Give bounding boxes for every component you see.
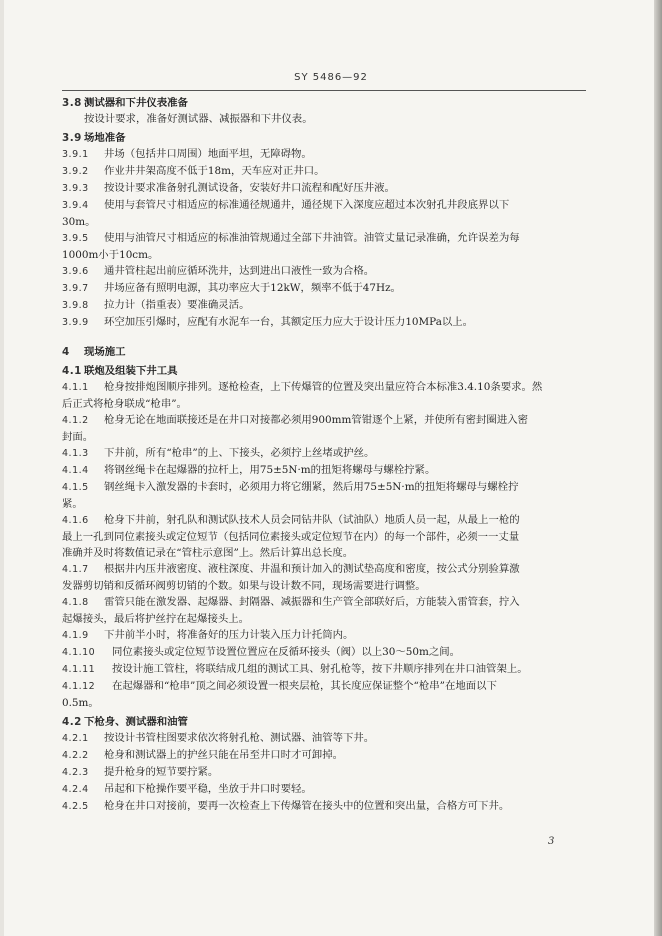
clause-line bbox=[62, 180, 586, 197]
section-title: 联炮及组装下井工具 bbox=[84, 365, 178, 377]
clause-line bbox=[62, 661, 586, 678]
clause-text: 雷管只能在激发器、起爆器、封隔器、减振器和生产管全部联好后，方能装入雷管套，拧入 bbox=[104, 596, 520, 608]
clause-text: 环空加压引爆时，应配有水泥车一台，其额定压力应大于设计压力10MPa以上。 bbox=[104, 316, 474, 328]
clause-number: 3.9.9 bbox=[62, 317, 89, 328]
clause-text: 下井前半小时，将准备好的压力计装入压力计托筒内。 bbox=[104, 629, 354, 641]
clause-number: 3.9.5 bbox=[62, 233, 89, 244]
clause-line bbox=[62, 197, 586, 214]
section-title: 测试器和下井仪表准备 bbox=[84, 97, 188, 109]
clause-text: 在起爆器和“枪串”顶之间必须设置一根夹层枪，其长度应保证整个“枪串”在地面以下 bbox=[112, 680, 497, 692]
clause-line bbox=[62, 412, 586, 429]
clause-line bbox=[62, 146, 586, 163]
section-title: 场地准备 bbox=[84, 132, 126, 144]
clause-text: 按设计施工管柱，将联结成几组的测试工具、射孔枪等，按下井顺序排列在井口油管架上。 bbox=[112, 663, 528, 675]
clause-number: 4.2.4 bbox=[62, 784, 89, 795]
clause-line bbox=[62, 561, 586, 578]
clause-line bbox=[62, 764, 586, 781]
clause-line bbox=[62, 445, 586, 462]
clause-number: 4.1.9 bbox=[62, 630, 89, 641]
section-heading-3-9: 3.9 场地准备 bbox=[62, 132, 126, 144]
clause-number: 3.9.1 bbox=[62, 149, 89, 160]
clause-text: 使用与套管尺寸相适应的标准通径规通井，通径规下入深度应超过本次射孔井段底界以下 bbox=[104, 199, 510, 211]
clause-line bbox=[62, 230, 586, 247]
clause-continuation: 起爆接头，最后将护丝拧在起爆接头上。 bbox=[62, 613, 250, 625]
clause-number: 3.9.8 bbox=[62, 300, 89, 311]
standard-code: SY 5486—92 bbox=[294, 72, 368, 83]
clause-text: 同位素接头或定位短节设置位置应在反循环接头（阀）以上30～50m之间。 bbox=[112, 646, 461, 658]
clause-number: 4.1.4 bbox=[62, 465, 89, 476]
clause-number: 4.1.3 bbox=[62, 448, 89, 459]
clause-line bbox=[62, 280, 586, 297]
clause-number: 3.9.7 bbox=[62, 283, 89, 294]
clause-text: 枪身按排炮图顺序排列。逐枪检查，上下传爆管的位置及突出量应符合本标准3.4.10条要求。然 bbox=[104, 381, 543, 393]
clause-number: 4.2.3 bbox=[62, 767, 89, 778]
clause-number: 4.1.1 bbox=[62, 382, 89, 393]
clause-text: 拉力计（指重表）要准确灵活。 bbox=[104, 299, 250, 311]
clause-continuation: 封面。 bbox=[62, 431, 94, 443]
clause-number: 4.1.5 bbox=[62, 482, 89, 493]
clause-number: 3.9.2 bbox=[62, 166, 89, 177]
clause-line bbox=[62, 462, 586, 479]
clause-text: 根据井内压井液密度、液柱深度、井温和预计加入的测试垫高度和密度，按公式分别验算激 bbox=[104, 563, 520, 575]
section-text-3-8: 按设计要求，准备好测试器、减振器和下井仪表。 bbox=[84, 113, 313, 125]
header-rule bbox=[62, 90, 586, 91]
clause-text: 枪身在井口对接前，要再一次检查上下传爆管在接头中的位置和突出量，合格方可下井。 bbox=[104, 800, 510, 812]
page-number: 3 bbox=[548, 836, 555, 847]
clause-line bbox=[62, 644, 586, 661]
clause-number: 4.1.10 bbox=[62, 647, 96, 658]
clause-text: 使用与油管尺寸相适应的标准油管规通过全部下井油管。油管丈量记录准确，允许误差为每 bbox=[104, 232, 520, 244]
clause-number: 4.2.2 bbox=[62, 750, 89, 761]
clause-text: 钢丝绳卡入激发器的卡套时，必须用力将它绷紧，然后用75±5N·m的扭矩将螺母与螺栓拧 bbox=[104, 481, 519, 493]
clause-line bbox=[62, 627, 586, 644]
clause-number: 4.1.11 bbox=[62, 664, 96, 675]
clause-text: 井场应备有照明电源，其功率应大于12kW，频率不低于47Hz。 bbox=[104, 282, 401, 294]
chapter-heading-4: 4 现场施工 bbox=[62, 346, 126, 358]
clause-line bbox=[62, 379, 586, 396]
clause-number: 4.1.7 bbox=[62, 564, 89, 575]
clause-number: 4.1.6 bbox=[62, 515, 89, 526]
clause-continuation: 后正式将枪身联成“枪串”。 bbox=[62, 398, 187, 410]
clause-line bbox=[62, 798, 586, 815]
section-heading-4-1: 4.1 联炮及组装下井工具 bbox=[62, 365, 178, 377]
section-heading-4-2: 4.2 下枪身、测试器和油管 bbox=[62, 716, 188, 728]
clause-line bbox=[62, 263, 586, 280]
clause-text: 枪身下井前，射孔队和测试队技术人员会同钻井队（试油队）地质人员一起，从最上一枪的 bbox=[104, 514, 520, 526]
clause-line bbox=[62, 781, 586, 798]
clause-text: 作业井井架高度不低于18m，天车应对正井口。 bbox=[104, 165, 325, 177]
clause-text: 下井前，所有“枪串”的上、下接头，必须拧上丝堵或护丝。 bbox=[104, 447, 375, 459]
clause-number: 4.1.12 bbox=[62, 681, 96, 692]
clause-line bbox=[62, 730, 586, 747]
clause-text: 提升枪身的短节要拧紧。 bbox=[104, 766, 219, 778]
clause-line bbox=[62, 512, 586, 529]
clause-number: 4.1.2 bbox=[62, 415, 89, 426]
clause-text: 井场（包括井口周围）地面平坦，无障碍物。 bbox=[104, 148, 312, 160]
clause-list-4-2 bbox=[62, 730, 586, 815]
clause-line bbox=[62, 678, 586, 695]
clause-text: 枪身和测试器上的护丝只能在吊至井口时才可卸掉。 bbox=[104, 749, 343, 761]
clause-list-3-9 bbox=[62, 146, 586, 331]
clause-line bbox=[62, 163, 586, 180]
clause-number: 4.2.1 bbox=[62, 733, 89, 744]
clause-continuation: 发器剪切销和反循环阀剪切销的个数。如果与设计数不同，现场需要进行调整。 bbox=[62, 580, 426, 592]
section-heading-3-8: 3.8 测试器和下井仪表准备 bbox=[62, 97, 188, 109]
clause-number: 4.2.5 bbox=[62, 801, 89, 812]
clause-line bbox=[62, 747, 586, 764]
clause-continuation: 30m。 bbox=[62, 216, 96, 228]
clause-number: 3.9.3 bbox=[62, 183, 89, 194]
clause-continuation: 紧。 bbox=[62, 498, 83, 510]
clause-text: 按设计书管柱图要求依次将射孔枪、测试器、油管等下井。 bbox=[104, 732, 375, 744]
clause-line bbox=[62, 297, 586, 314]
clause-text: 将钢丝绳卡在起爆器的拉杆上，用75±5N·m的扭矩将螺母与螺栓拧紧。 bbox=[104, 464, 436, 476]
clause-list-4-1 bbox=[62, 379, 586, 711]
clause-continuation: 1000m小于10cm。 bbox=[62, 249, 159, 261]
document-body bbox=[62, 95, 586, 815]
clause-continuation: 最上一孔到同位素接头或定位短节（包括同位素接头或定位短节在内）的每一个部件，必须一一丈量 bbox=[62, 531, 520, 543]
clause-line bbox=[62, 479, 586, 496]
clause-continuation: 准确并及时将数值记录在“管柱示意图”上。然后计算出总长度。 bbox=[62, 547, 354, 559]
clause-text: 吊起和下枪操作要平稳，坐放于井口时要轻。 bbox=[104, 783, 312, 795]
clause-text: 通井管柱起出前应循环洗井，达到进出口液性一致为合格。 bbox=[104, 265, 375, 277]
clause-text: 按设计要求准备射孔测试设备，安装好井口流程和配好压井液。 bbox=[104, 182, 395, 194]
clause-line bbox=[62, 314, 586, 331]
clause-text: 枪身无论在地面联接还是在井口对接都必须用900mm管钳逐个上紧，并使所有密封圈进入密 bbox=[104, 414, 528, 426]
section-title: 下枪身、测试器和油管 bbox=[84, 716, 188, 728]
chapter-title: 现场施工 bbox=[84, 346, 126, 358]
clause-number: 4.1.8 bbox=[62, 597, 89, 608]
clause-continuation: 0.5m。 bbox=[62, 697, 99, 709]
clause-line bbox=[62, 594, 586, 611]
clause-number: 3.9.4 bbox=[62, 200, 89, 211]
clause-number: 3.9.6 bbox=[62, 266, 89, 277]
